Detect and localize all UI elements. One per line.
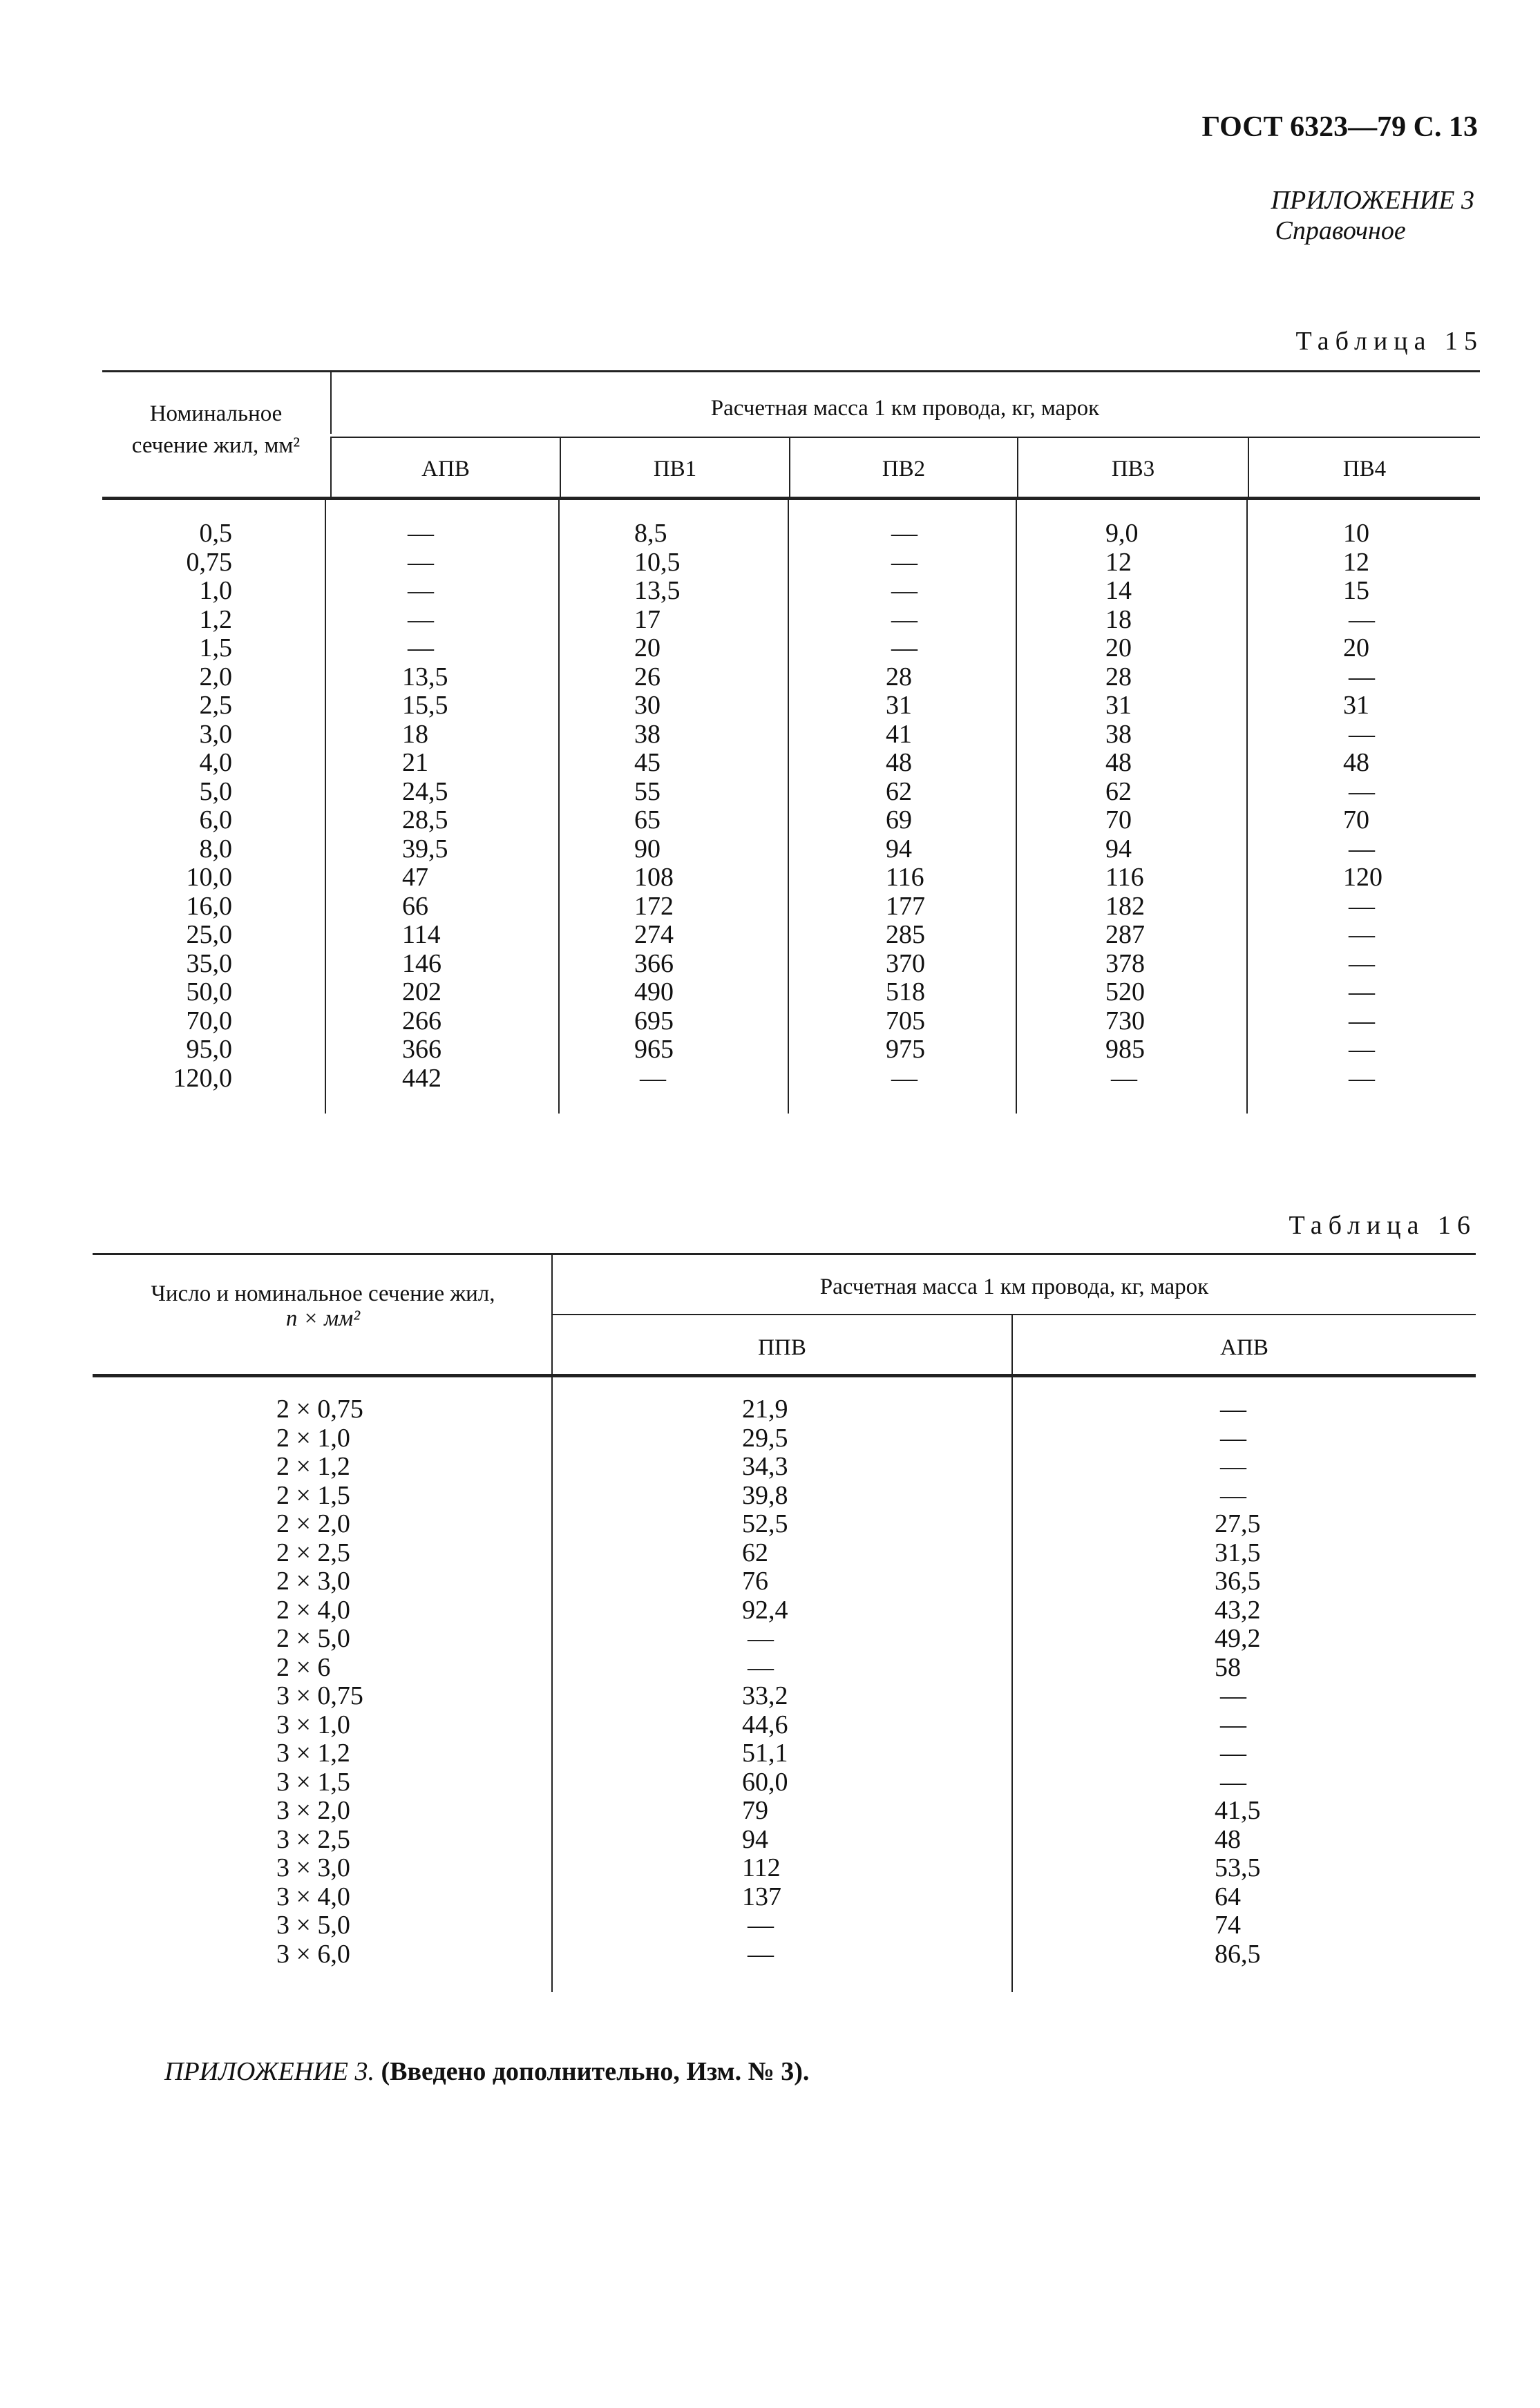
table-cell: 18 [1105, 604, 1132, 634]
table-cell: 18 [402, 719, 428, 749]
table-cell: 965 [634, 1035, 674, 1064]
table-cell: 52,5 [742, 1509, 788, 1538]
table-cell: 9,0 [1105, 519, 1139, 548]
table-cell: 39,5 [402, 834, 448, 863]
table16-first-header-line2: n × мм² [285, 1306, 361, 1331]
table-cell: 20 [1343, 633, 1369, 662]
table15-group-rule [330, 437, 1480, 438]
table-cell-dash: — [1220, 1710, 1246, 1739]
table-cell: 3 × 5,0 [276, 1911, 350, 1940]
table-cell: 62 [886, 776, 912, 806]
table-cell-dash: — [891, 519, 918, 548]
footer-amendment: (Введено дополнительно, Изм. № 3). [381, 2057, 810, 2086]
table-cell-dash: — [748, 1652, 774, 1682]
table-cell: 3 × 2,5 [276, 1824, 350, 1854]
table-cell-dash: — [1220, 1395, 1246, 1424]
table-cell-dash: — [1111, 1063, 1137, 1093]
table-cell: 64 [1215, 1882, 1241, 1911]
table-cell: 94 [1105, 834, 1132, 863]
table-cell: 92,4 [742, 1595, 788, 1625]
table-cell: 31 [886, 691, 912, 720]
table-cell: 2 × 0,75 [276, 1395, 363, 1424]
table-cell-dash: — [748, 1939, 774, 1969]
table-cell-dash: — [891, 576, 918, 605]
table-cell-dash: — [1220, 1423, 1246, 1453]
table-cell: 274 [634, 920, 674, 949]
table-cell: 3 × 3,0 [276, 1853, 350, 1882]
table-cell: 705 [886, 1006, 925, 1035]
table-cell: 0,75 [186, 547, 232, 577]
table-cell: 28 [1105, 662, 1132, 691]
table16-group-rule [551, 1314, 1476, 1315]
table-cell: 31 [1343, 691, 1369, 720]
table-cell: 108 [634, 863, 674, 892]
table-cell: 95,0 [186, 1035, 232, 1064]
table-cell-dash: — [1349, 776, 1375, 806]
table-cell: 1,5 [199, 633, 232, 662]
table-cell: 2 × 4,0 [276, 1595, 350, 1625]
table-cell: 35,0 [186, 948, 232, 978]
table-cell: 70,0 [186, 1006, 232, 1035]
table-cell: 2 × 6 [276, 1652, 331, 1682]
table-cell: 2 × 3,0 [276, 1567, 350, 1596]
table-cell-dash: — [1349, 719, 1375, 749]
table-cell: 172 [634, 891, 674, 921]
table-cell: 5,0 [199, 776, 232, 806]
table-cell: 3 × 4,0 [276, 1882, 350, 1911]
footer-note [164, 2056, 809, 2087]
table-cell: 520 [1105, 977, 1145, 1006]
table-cell: 177 [886, 891, 925, 921]
table-cell: 10,0 [186, 863, 232, 892]
table-cell: 14 [1105, 576, 1132, 605]
table-cell: 38 [1105, 719, 1132, 749]
table-cell: 3,0 [199, 719, 232, 749]
table-cell: 24,5 [402, 776, 448, 806]
table-cell: 48 [1215, 1824, 1241, 1854]
table-cell: 13,5 [402, 662, 448, 691]
table15-col-header-pv2: ПВ2 [882, 457, 926, 481]
table-cell: 26 [634, 662, 660, 691]
table-cell: 975 [886, 1035, 925, 1064]
footer-appendix-ref: ПРИЛОЖЕНИЕ 3. [164, 2057, 374, 2086]
table-cell: 10,5 [634, 547, 681, 577]
table-cell: 112 [742, 1853, 781, 1882]
table-cell-dash: — [1349, 920, 1375, 949]
table-cell: 20 [1105, 633, 1132, 662]
table-cell: 94 [742, 1824, 768, 1854]
table-cell-dash: — [1220, 1681, 1246, 1710]
table-cell: 3 × 2,0 [276, 1796, 350, 1825]
table-cell-dash: — [1349, 891, 1375, 921]
table-cell: 76 [742, 1567, 768, 1596]
table-cell-dash: — [408, 576, 434, 605]
table15-vline-4-body [1246, 500, 1248, 1114]
table-cell: 287 [1105, 920, 1145, 949]
table-cell-dash: — [1349, 977, 1375, 1006]
table-cell: 3 × 1,0 [276, 1710, 350, 1739]
table-cell-dash: — [1220, 1452, 1246, 1481]
table-cell: 36,5 [1215, 1567, 1261, 1596]
table-cell: 2 × 5,0 [276, 1624, 350, 1653]
table-cell-dash: — [891, 633, 918, 662]
table16-caption: Таблица 16 [1289, 1211, 1476, 1240]
table-cell-dash: — [408, 633, 434, 662]
table15-vline-3-body [1016, 500, 1017, 1114]
table-cell: 2 × 2,5 [276, 1538, 350, 1567]
table-cell: 266 [402, 1006, 441, 1035]
table-cell: 60,0 [742, 1767, 788, 1797]
table-cell: 15,5 [402, 691, 448, 720]
table-cell-dash: — [1220, 1480, 1246, 1510]
table-cell: 70 [1343, 805, 1369, 834]
appendix-note: Справочное [1275, 216, 1406, 245]
table-cell: 3 × 1,5 [276, 1767, 350, 1797]
table-cell: 94 [886, 834, 912, 863]
table16-first-header-line1: Число и номинальное сечение жил, [151, 1281, 495, 1306]
table-cell: 58 [1215, 1652, 1241, 1682]
table-cell-dash: — [1349, 662, 1375, 691]
table16-first-header [97, 1278, 549, 1335]
table-cell: 65 [634, 805, 660, 834]
table-cell: 20 [634, 633, 660, 662]
table-cell: 31 [1105, 691, 1132, 720]
table-cell: 2 × 1,2 [276, 1452, 350, 1481]
table-cell: 442 [402, 1063, 441, 1093]
table-cell: 518 [886, 977, 925, 1006]
table-cell: 45 [634, 748, 660, 777]
table-cell: 69 [886, 805, 912, 834]
table-cell: 10 [1343, 519, 1369, 548]
table-cell: 48 [1343, 748, 1369, 777]
page-header: ГОСТ 6323—79 С. 13 [1201, 111, 1478, 143]
table-cell-dash: — [1349, 1035, 1375, 1064]
table15-group-header: Расчетная масса 1 км провода, кг, марок [710, 396, 1100, 421]
table-cell: 21 [402, 748, 428, 777]
table-cell: 53,5 [1215, 1853, 1261, 1882]
table15-first-header: Номинальное сечение жил, мм² [131, 401, 301, 458]
table15-col-header-pv4: ПВ4 [1342, 457, 1387, 481]
table-cell: 28,5 [402, 805, 448, 834]
table-cell: 49,2 [1215, 1624, 1261, 1653]
table-cell: 43,2 [1215, 1595, 1261, 1625]
table-cell: 62 [1105, 776, 1132, 806]
table15-vline-1-body [558, 500, 560, 1114]
table-cell: 8,0 [199, 834, 232, 863]
table-cell: 730 [1105, 1006, 1145, 1035]
table-cell: 146 [402, 948, 441, 978]
table-cell-dash: — [408, 519, 434, 548]
table-cell: 50,0 [186, 977, 232, 1006]
table-cell-dash: — [1349, 1006, 1375, 1035]
table-cell: 3 × 0,75 [276, 1681, 363, 1710]
table-cell-dash: — [891, 1063, 918, 1093]
appendix-label-block [1271, 185, 1474, 246]
table15-col-header-pv3: ПВ3 [1111, 457, 1155, 481]
table15-col-header-apv: АПВ [421, 457, 470, 481]
table-cell: 28 [886, 662, 912, 691]
table15-top-rule [102, 370, 1480, 372]
table16-col-header-ppv: ППВ [758, 1335, 806, 1360]
table-cell-dash: — [748, 1911, 774, 1940]
table16-vline-0-body [551, 1377, 553, 1992]
table16-group-header: Расчетная масса 1 км провода, кг, марок [819, 1274, 1209, 1299]
table-cell: 2,0 [199, 662, 232, 691]
table-cell: 34,3 [742, 1452, 788, 1481]
table-cell: 39,8 [742, 1480, 788, 1510]
table-cell: 90 [634, 834, 660, 863]
table-cell: 38 [634, 719, 660, 749]
table16-top-rule [93, 1253, 1476, 1255]
table-cell: 3 × 1,2 [276, 1739, 350, 1768]
table16-vline-1-body [1011, 1377, 1013, 1992]
table-cell: 695 [634, 1006, 674, 1035]
table-cell: 29,5 [742, 1423, 788, 1453]
table-cell: 74 [1215, 1911, 1241, 1940]
table-cell: 370 [886, 948, 925, 978]
table-cell-dash: — [891, 604, 918, 634]
table15-col-header-pv1: ПВ1 [653, 457, 697, 481]
table-cell: 48 [886, 748, 912, 777]
table-cell: 137 [742, 1882, 781, 1911]
table-cell: 86,5 [1215, 1939, 1261, 1969]
table-cell: 12 [1343, 547, 1369, 577]
table-cell-dash: — [408, 547, 434, 577]
table-cell: 41,5 [1215, 1796, 1261, 1825]
table-cell: 8,5 [634, 519, 667, 548]
table-cell-dash: — [1349, 604, 1375, 634]
table-cell: 3 × 6,0 [276, 1939, 350, 1969]
table-cell-dash: — [640, 1063, 666, 1093]
table15-vline-0-body [325, 500, 326, 1114]
table15-vline-2-body [788, 500, 789, 1114]
table-cell: 114 [402, 920, 441, 949]
table-cell-dash: — [1349, 834, 1375, 863]
table15-caption: Таблица 15 [1295, 327, 1483, 356]
table-cell: 30 [634, 691, 660, 720]
table-cell: 2 × 2,0 [276, 1509, 350, 1538]
table-cell-dash: — [891, 547, 918, 577]
table-cell: 41 [886, 719, 912, 749]
table-cell: 27,5 [1215, 1509, 1261, 1538]
table-cell-dash: — [1220, 1739, 1246, 1768]
table-cell-dash: — [748, 1624, 774, 1653]
table-cell: 25,0 [186, 920, 232, 949]
table15-header-rule [102, 497, 1480, 500]
table-cell: 21,9 [742, 1395, 788, 1424]
table-cell: 15 [1343, 576, 1369, 605]
table-cell: 366 [634, 948, 674, 978]
table-cell: 55 [634, 776, 660, 806]
table-cell: 366 [402, 1035, 441, 1064]
table-cell-dash: — [1220, 1767, 1246, 1797]
table-cell: 31,5 [1215, 1538, 1261, 1567]
table-cell: 44,6 [742, 1710, 788, 1739]
table-cell: 1,2 [199, 604, 232, 634]
appendix-label: ПРИЛОЖЕНИЕ 3 [1271, 186, 1474, 215]
table-cell: 182 [1105, 891, 1145, 921]
table-cell: 12 [1105, 547, 1132, 577]
table-cell: 202 [402, 977, 441, 1006]
table-cell: 51,1 [742, 1739, 788, 1768]
table-cell: 66 [402, 891, 428, 921]
table-cell: 47 [402, 863, 428, 892]
table16-col-header-apv: АПВ [1220, 1335, 1268, 1360]
table-cell: 378 [1105, 948, 1145, 978]
table-cell: 285 [886, 920, 925, 949]
table-cell: 985 [1105, 1035, 1145, 1064]
table-cell: 2 × 1,5 [276, 1480, 350, 1510]
table-cell: 70 [1105, 805, 1132, 834]
table-cell: 33,2 [742, 1681, 788, 1710]
table-cell: 120 [1343, 863, 1382, 892]
table-cell: 116 [886, 863, 924, 892]
table-cell-dash: — [1349, 948, 1375, 978]
table-cell: 120,0 [173, 1063, 232, 1093]
table-cell: 116 [1105, 863, 1144, 892]
table-cell: 2,5 [199, 691, 232, 720]
table-cell: 17 [634, 604, 660, 634]
table-cell: 4,0 [199, 748, 232, 777]
table-cell: 6,0 [199, 805, 232, 834]
table-cell-dash: — [408, 604, 434, 634]
table-cell: 13,5 [634, 576, 681, 605]
table-cell: 0,5 [199, 519, 232, 548]
table-cell: 490 [634, 977, 674, 1006]
table-cell: 2 × 1,0 [276, 1423, 350, 1453]
table-cell: 48 [1105, 748, 1132, 777]
table16-header-rule [93, 1374, 1476, 1377]
table-cell: 16,0 [186, 891, 232, 921]
table-cell-dash: — [1349, 1063, 1375, 1093]
table-cell: 62 [742, 1538, 768, 1567]
table-cell: 79 [742, 1796, 768, 1825]
table-cell: 1,0 [199, 576, 232, 605]
